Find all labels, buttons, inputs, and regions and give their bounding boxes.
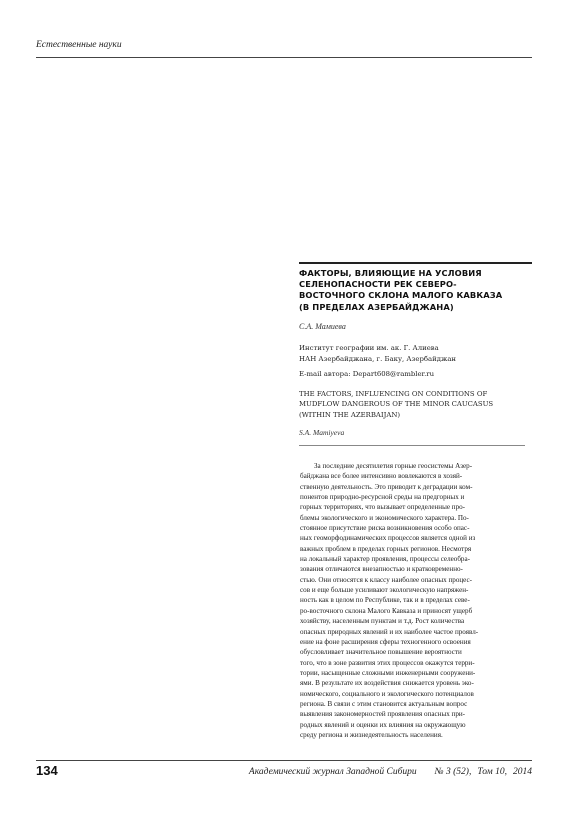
- page-number: 134: [36, 763, 58, 778]
- abstract-line: того, что в зоне развития этих процессов окажутся терри-: [300, 658, 475, 667]
- abstract-line: блемы экологического и экономического характера. По-: [300, 513, 469, 522]
- affiliation: [299, 343, 532, 364]
- journal-volume: Том 10,: [477, 767, 507, 777]
- abstract-line: среду региона и жизнедеятельность населения.: [300, 730, 443, 739]
- abstract-line: понентов природно-ресурсной среды на предгорных и: [300, 493, 465, 502]
- abstract-line: стью. Они относятся к классу наиболее опасных процес-: [300, 575, 473, 584]
- abstract-divider: [299, 445, 525, 446]
- journal-issue: № 3 (52),: [434, 767, 472, 777]
- abstract-line: хозяйству, населенным пунктам и т.д. Рост количества: [300, 617, 465, 626]
- header-divider: [36, 57, 532, 58]
- footer-journal-info: [249, 767, 532, 777]
- abstract-line: региона. В связи с этим становится актуальным вопрос: [300, 699, 468, 708]
- abstract-line: ность как в целом по Республике, так и в пределах севе-: [300, 596, 470, 605]
- abstract-line: За последние десятилетия горные геосистемы Азер-: [314, 462, 473, 470]
- journal-year: 2014: [513, 767, 532, 777]
- abstract-line: важных проблем в пределах горных регионов. Несмотря: [300, 544, 472, 553]
- abstract-line: сов и еще больше усиливают экологическую напряжен-: [300, 586, 469, 595]
- abstract-line: зования отличаются внезапностью и кратковременно-: [300, 565, 463, 574]
- author-ru: С.А. Мамиева: [299, 322, 346, 331]
- abstract-line: ро-восточного склона Малого Кавказа и приносят ущерб: [300, 606, 473, 615]
- title-divider: [299, 262, 532, 264]
- section-label: Естественные науки: [36, 40, 122, 50]
- abstract-line: на локальный характер проявления, процессы селеобра-: [300, 555, 470, 564]
- abstract-line: ение на фоне расширения сферы техногенного освоения: [300, 637, 471, 646]
- abstract-line: ями. В результате их воздействия снижается уровень эко-: [300, 679, 474, 688]
- title-line: ФАКТОРЫ, ВЛИЯЮЩИЕ НА УСЛОВИЯ: [299, 268, 482, 278]
- abstract-line: родных явлений и оценки их влияния на окружающую: [300, 720, 466, 729]
- affiliation-line: Институт географии им. ак. Г. Алиева: [299, 344, 439, 352]
- abstract-line: тории, насыщенные сложными инженерными сооружени-: [300, 668, 476, 677]
- footer-divider: [36, 760, 532, 761]
- abstract-line: выявления закономерностей проявления опасных при-: [300, 710, 466, 719]
- title-en-line: THE FACTORS, INFLUENCING ON CONDITIONS OF: [299, 390, 488, 398]
- abstract-line: ственную деятельность. Это приводит к деградации ком-: [300, 482, 473, 491]
- article-title-en: [299, 389, 532, 420]
- abstract-line: обусловливает значительное повышение вероятности: [300, 648, 462, 657]
- title-en-line: (WITHIN THE AZERBAIJAN): [299, 410, 401, 419]
- abstract: [300, 461, 532, 740]
- author-en: S.A. Mamiyeva: [299, 428, 345, 437]
- abstract-line: стоянное присутствие риска возникновения особо опас-: [300, 524, 470, 533]
- title-line: СЕЛЕНОПАСНОСТИ РЕК СЕВЕРО-: [299, 279, 457, 290]
- abstract-line: номического, социального и экологического потенциалов: [300, 689, 474, 698]
- abstract-line: горных территориях, что вызывает определенные про-: [300, 503, 466, 512]
- abstract-line: опасных природных явлений и их наиболее частое проявл-: [300, 627, 479, 636]
- journal-name: Академический журнал Западной Сибири: [248, 767, 417, 777]
- article-title-ru: [299, 268, 532, 313]
- title-line: (В ПРЕДЕЛАХ АЗЕРБАЙДЖАНА): [299, 301, 454, 312]
- title-line: ВОСТОЧНОГО СКЛОНА МАЛОГО КАВКАЗА: [299, 290, 503, 301]
- title-en-line: MUDFLOW DANGEROUS OF THE MINOR CAUCASUS: [299, 400, 494, 409]
- author-email: E-mail автора: Depart608@rambler.ru: [299, 370, 435, 378]
- affiliation-line: НАН Азербайджана, г. Баку, Азербайджан: [299, 354, 457, 363]
- abstract-line: байджана все более интенсивно вовлекаются в хозяй-: [300, 472, 463, 481]
- abstract-line: ных геоморфодинамических процессов является одной из: [300, 534, 476, 543]
